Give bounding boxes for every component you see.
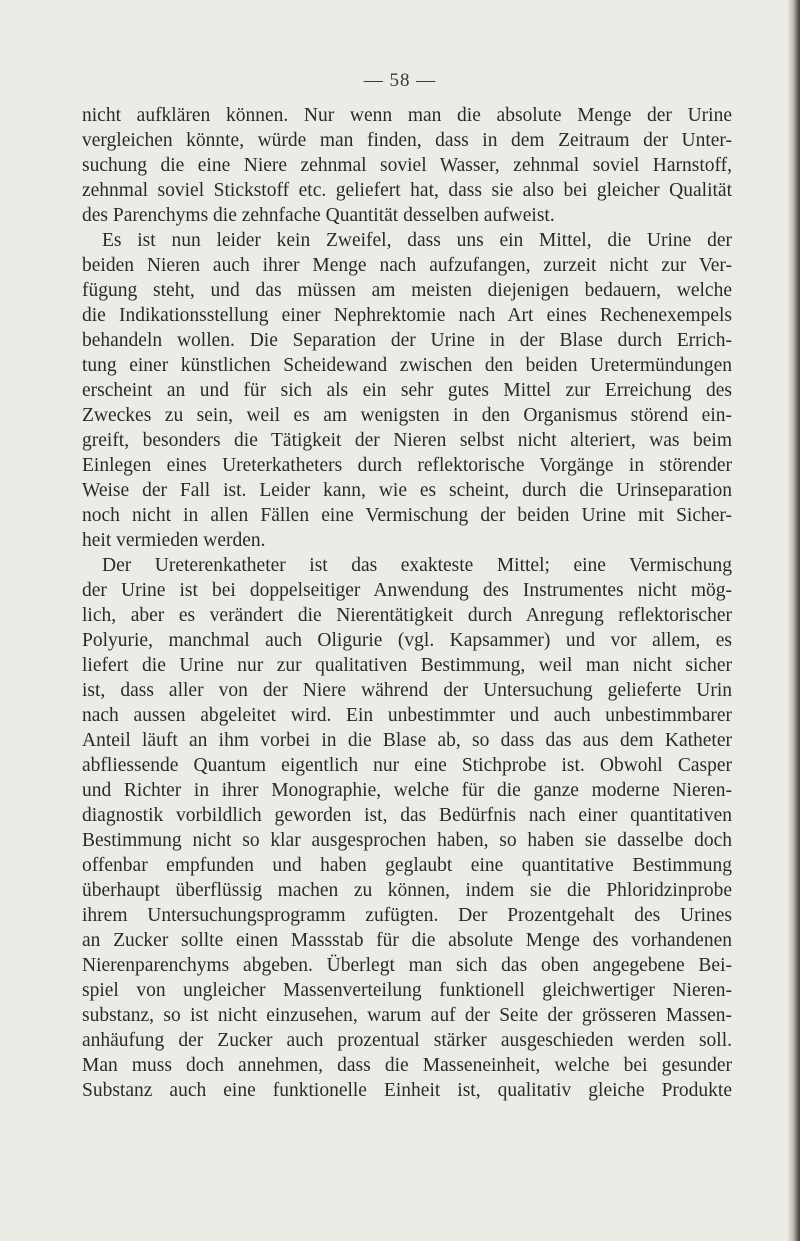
text-line: substanz, so ist nicht einzusehen, warum auf der Seite der grösseren Massen- — [82, 1005, 732, 1026]
text-line: diagnostik vorbildlich geworden ist, das Bedürfnis nach einer quantitativen — [82, 805, 732, 826]
text-line: tung einer künstlichen Scheidewand zwischen den beiden Uretermündungen — [82, 355, 732, 376]
text-line: Der Ureterenkatheter ist das exakteste Mittel; eine Vermischung — [102, 555, 732, 576]
text-line: Bestimmung nicht so klar ausgesprochen haben, so haben sie dasselbe doch — [82, 830, 732, 851]
page-number: — 58 — — [363, 70, 437, 91]
text-line: Polyurie, manchmal auch Oligurie (vgl. Kapsammer) und vor allem, es — [82, 630, 732, 651]
text-line: lich, aber es verändert die Nierentätigkeit durch Anregung reflektorischer — [82, 605, 732, 626]
text-line: heit vermieden werden. — [82, 530, 266, 551]
text-line: an Zucker sollte einen Massstab für die absolute Menge des vorhandenen — [82, 930, 732, 951]
text-line: anhäufung der Zucker auch prozentual stärker ausgeschieden werden soll. — [82, 1030, 732, 1051]
text-line: Substanz auch eine funktionelle Einheit ist, qualitativ gleiche Produkte — [82, 1080, 732, 1101]
text-line: erscheint an und für sich als ein sehr gutes Mittel zur Erreichung des — [82, 380, 732, 401]
text-line: nicht aufklären können. Nur wenn man die absolute Menge der Urine — [82, 105, 732, 126]
text-line: und Richter in ihrer Monographie, welche für die ganze moderne Nieren- — [82, 780, 732, 801]
text-line: Weise der Fall ist. Leider kann, wie es scheint, durch die Urinseparation — [82, 480, 732, 501]
text-line: Es ist nun leider kein Zweifel, dass uns ein Mittel, die Urine der — [102, 230, 732, 251]
text-line: noch nicht in allen Fällen eine Vermischung der beiden Urine mit Sicher- — [82, 505, 732, 526]
text-line: der Urine ist bei doppelseitiger Anwendung des Instrumentes nicht mög- — [82, 580, 732, 601]
text-line: liefert die Urine nur zur qualitativen Bestimmung, weil man nicht sicher — [82, 655, 732, 676]
text-line: greift, besonders die Tätigkeit der Nieren selbst nicht alteriert, was beim — [82, 430, 732, 451]
body-text — [82, 103, 732, 1103]
text-line: nach aussen abgeleitet wird. Ein unbestimmter und auch unbestimmbarer — [82, 705, 732, 726]
text-line: Man muss doch annehmen, dass die Masseneinheit, welche bei gesunder — [82, 1055, 732, 1076]
text-line: Einlegen eines Ureterkatheters durch reflektorische Vorgänge in störender — [82, 455, 732, 476]
text-line: Zweckes zu sein, weil es am wenigsten in den Organismus störend ein- — [82, 405, 732, 426]
text-line: zehnmal soviel Stickstoff etc. geliefert hat, dass sie also bei gleicher Qualität — [82, 180, 732, 201]
text-line: offenbar empfunden und haben geglaubt eine quantitative Bestimmung — [82, 855, 732, 876]
text-line: vergleichen könnte, würde man finden, dass in dem Zeitraum der Unter- — [82, 130, 732, 151]
text-line: ihrem Untersuchungsprogramm zufügten. Der Prozentgehalt des Urines — [82, 905, 732, 926]
text-line: fügung steht, und das müssen am meisten diejenigen bedauern, welche — [82, 280, 732, 301]
text-line: behandeln wollen. Die Separation der Urine in der Blase durch Errich- — [82, 330, 732, 351]
text-line: abfliessende Quantum eigentlich nur eine Stichprobe ist. Obwohl Casper — [82, 755, 732, 776]
text-line: die Indikationsstellung einer Nephrektomie nach Art eines Rechenexempels — [82, 305, 732, 326]
text-line: des Parenchyms die zehnfache Quantität desselben aufweist. — [82, 205, 555, 226]
text-line: überhaupt überflüssig machen zu können, indem sie die Phloridzinprobe — [82, 880, 732, 901]
page-edge-shadow — [788, 0, 800, 1241]
text-line: Nierenparenchyms abgeben. Überlegt man sich das oben angegebene Bei- — [82, 955, 732, 976]
text-line: ist, dass aller von der Niere während der Untersuchung gelieferte Urin — [82, 680, 732, 701]
text-line: spiel von ungleicher Massenverteilung funktionell gleichwertiger Nieren- — [82, 980, 732, 1001]
text-line: Anteil läuft an ihm vorbei in die Blase ab, so dass das aus dem Katheter — [82, 730, 732, 751]
text-line: beiden Nieren auch ihrer Menge nach aufzufangen, zurzeit nicht zur Ver- — [82, 255, 732, 276]
text-line: suchung die eine Niere zehnmal soviel Wasser, zehnmal soviel Harnstoff, — [82, 155, 732, 176]
